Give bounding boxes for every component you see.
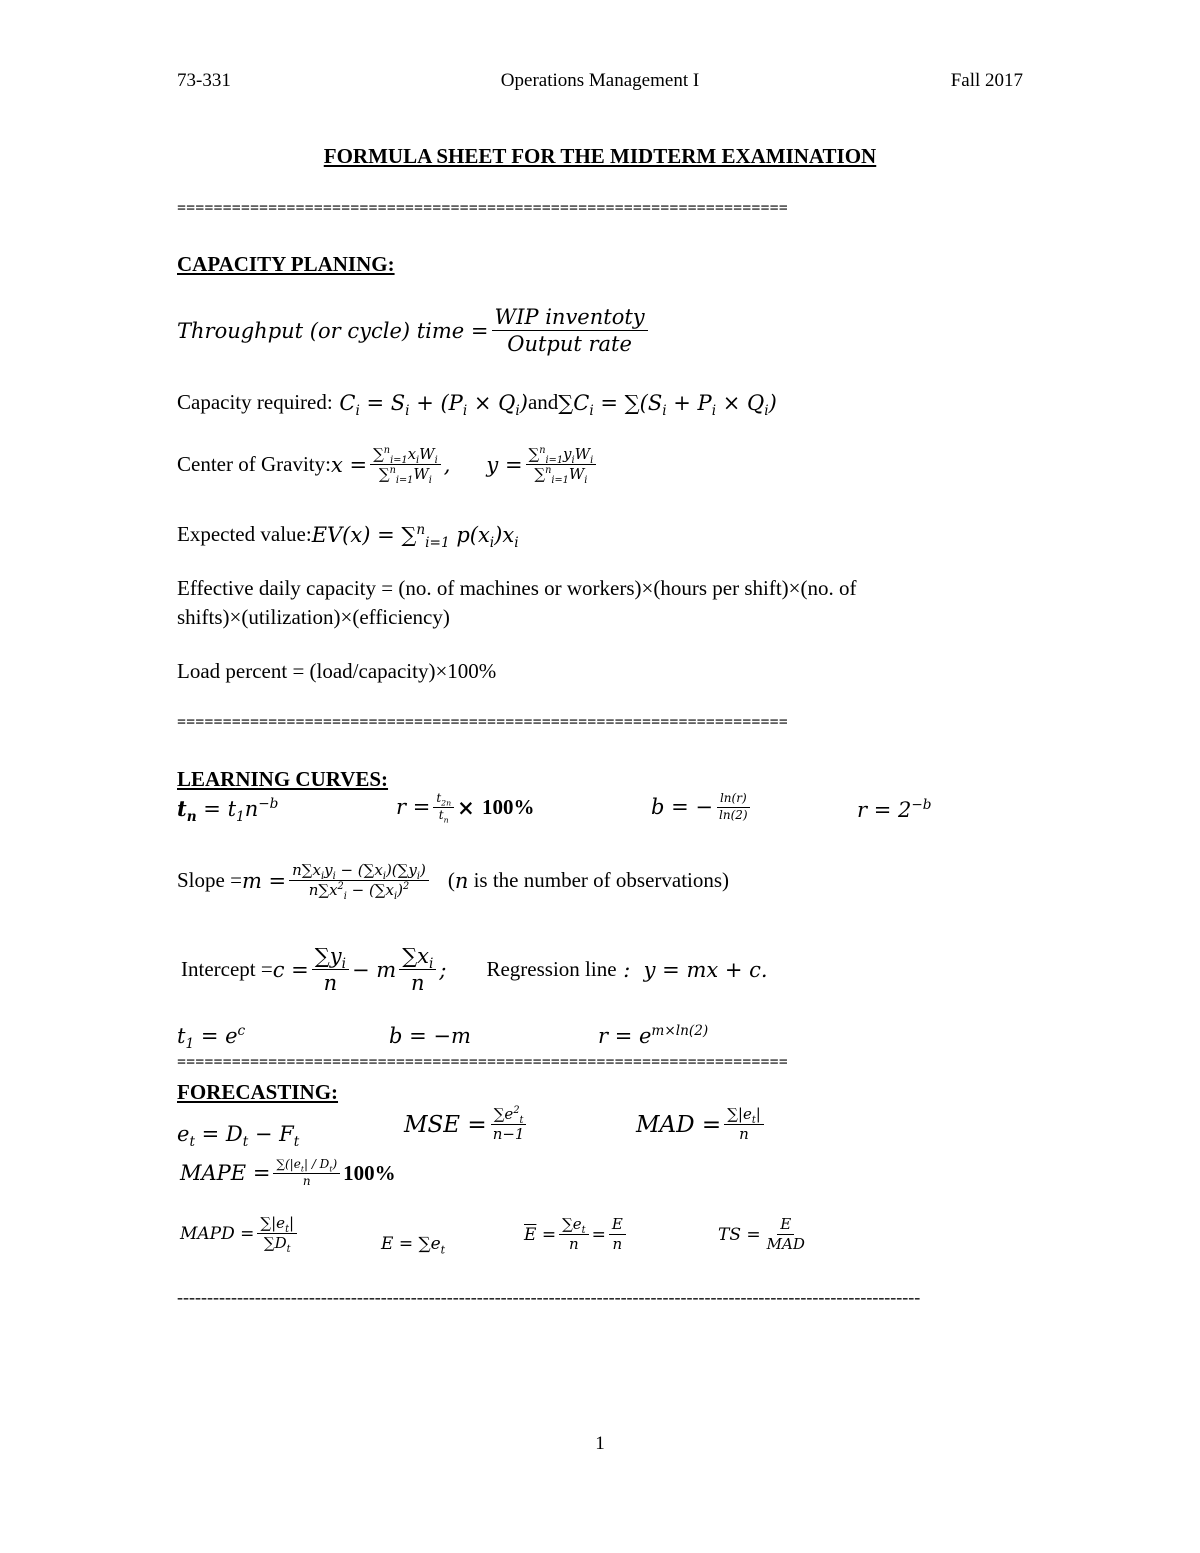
page-number: 1 [595, 1433, 605, 1454]
learning-b-formula: b = − $\frac{\ln(r)}{\ln(2)}$ [651, 792, 754, 823]
page-title: FORMULA SHEET FOR THE MIDTERM EXAMINATION [323, 144, 877, 168]
learning-tn-formula: $t_n$ = $t_1n^{-b}$ [177, 795, 279, 826]
t1-formula: $t_1 = e^c$ [177, 1023, 246, 1053]
throughput-formula: Throughput (or cycle) time = $\frac{\text{WIP inventoty}}{\text{Output rate}}$ [177, 305, 651, 356]
course-code: 73-331 [177, 70, 231, 91]
total-error-formula: $E = \sum e_t$ [381, 1234, 446, 1257]
double-divider: =================================================================== [177, 714, 788, 731]
r-exp-formula: $r = e^{m\times ln(2)}$ [598, 1023, 709, 1048]
section-heading-capacity: CAPACITY PLANING: [177, 252, 395, 276]
mad-formula: MAD = $\frac{\sum|e_t|}{n}$ [636, 1106, 767, 1144]
mse-formula: MSE = $\frac{\sum e^2_t}{n-1}$ [404, 1105, 525, 1144]
load-percent-formula: Load percent = (load/capacity)×100% [177, 659, 497, 683]
intercept-formula: Intercept = c = $\frac{\sum y_i}{n}$ − m $\frac{\sum x_i}{n}$ ; Regression line : y = mx + c. [181, 944, 768, 996]
slope-formula: Slope = m = $\frac{n\sum x_iy_i - (\sum x_i)(\sum y_i)}{n\sum x^2_i - (\sum x_i)^2}$ ( n is the number of observations) [177, 861, 730, 903]
learning-r-power-formula: $r = 2^{-b}$ [857, 797, 932, 822]
double-divider: =================================================================== [177, 1054, 788, 1071]
section-heading-forecasting: FORECASTING: [177, 1080, 339, 1104]
section-heading-learning: LEARNING CURVES: [177, 767, 389, 791]
b-slope-formula: b = −m [389, 1024, 471, 1048]
mape-formula: MAPE = $\frac{\sum(|e_t| / D_t)}{n}$ 100% [180, 1157, 396, 1188]
effective-capacity-line1: Effective daily capacity = (no. of machines or workers)×(hours per shift)×(no. of [177, 576, 857, 600]
center-of-gravity-formula: Center of Gravity: x = $\frac{\sum^n_{i=1}x_iW_i}{\sum^n_{i=1}W_i}$ , y = $\frac{\sum^n_{i=1}y_iW_i}{\sum^n_{i=1}W_i}$ [177, 446, 599, 484]
forecast-error-formula: $e_t = D_t - F_t$ [177, 1122, 300, 1151]
course-name: Operations Management I [500, 70, 700, 91]
expected-value-formula: Expected value: EV(x) = ∑$^n_{i=1}$ $p(x_i)x_i$ [177, 521, 519, 551]
capacity-required-formula: Capacity required: $C_i = S_i + (P_i \times Q_i)$ and $\sum C_i = \sum(S_i + P_i \times Q_i)$ [177, 390, 777, 419]
learning-rate-formula: r = $\frac{t_{2n}}{t_n}$ × 100% [396, 791, 535, 825]
mapd-formula: MAPD = $\frac{\sum|e_t|}{\sum D_t}$ [180, 1215, 300, 1253]
term: Fall 2017 [950, 70, 1023, 91]
tracking-signal-formula: TS = $\frac{E}{\text{MAD}}$ [718, 1215, 805, 1254]
dashed-divider: ---------------------------------------------------------------------------------------------------------------------------- [177, 1287, 921, 1307]
mean-error-formula: $\overline{E}$ = $\frac{\sum e_t}{n}$ = $\frac{E}{n}$ [524, 1216, 629, 1254]
effective-capacity-line2: shifts)×(utilization)×(efficiency) [177, 605, 450, 629]
double-divider: =================================================================== [177, 200, 788, 217]
